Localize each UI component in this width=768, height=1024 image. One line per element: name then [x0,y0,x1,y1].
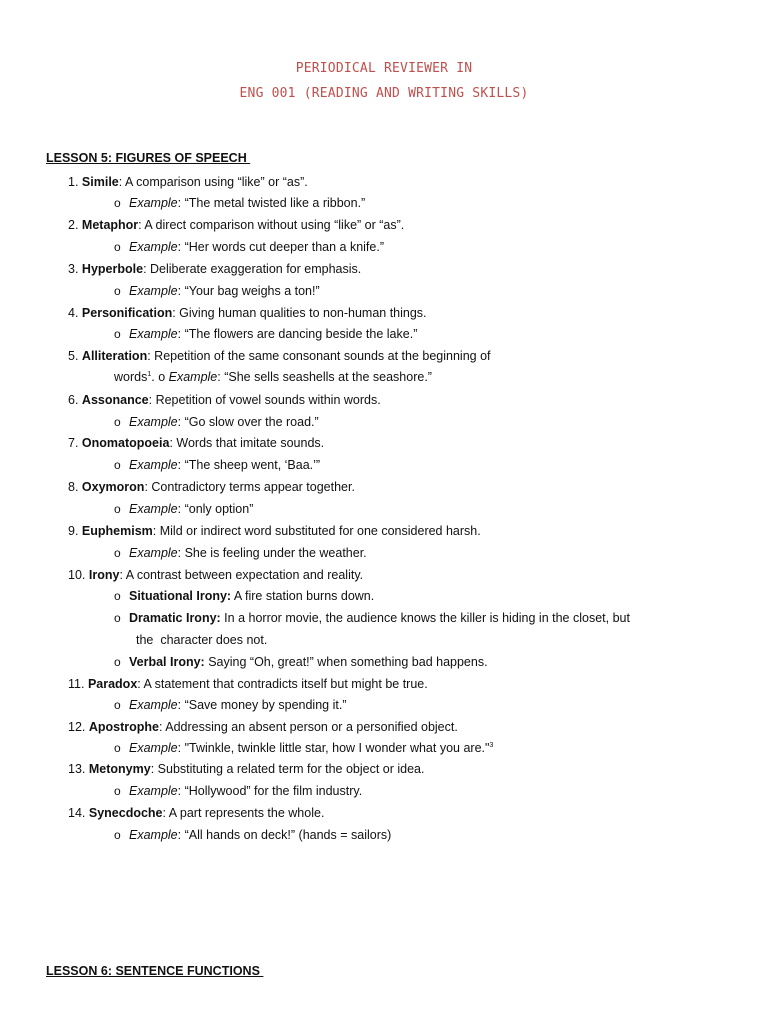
bullet-marker: o [114,611,121,625]
example-metaphor [114,240,384,254]
bullet-marker: o [114,589,121,603]
footnote-marker: 3 [489,742,494,749]
term-apostrophe: Apostrophe [88,720,160,734]
item-number: 11. [68,677,85,691]
example-label: Example [129,240,178,254]
term-euphemism: Euphemism [81,524,153,538]
term-oxymoron: Oxymoron [81,480,145,494]
example-hyperbole [114,284,320,298]
term-alliteration: Alliteration [81,349,148,363]
lesson6-heading: LESSON 6: SENTENCE FUNCTIONS [46,964,264,978]
list-item-irony [68,568,363,582]
example-label: Example [129,284,178,298]
example-text: : “The sheep went, ‘Baa.’” [177,458,321,472]
bullet-marker: o [114,741,121,755]
example-text: : “The flowers are dancing beside the lake.” [177,327,418,341]
list-item-synecdoche [68,806,324,820]
example-label: Example [168,370,218,384]
reviewer-title-line1: PERIODICAL REVIEWER IN [295,61,473,76]
term-hyperbole: Hyperbole [81,262,144,276]
item-number: 5. [68,349,79,363]
sub-item-verbal-irony [114,655,488,669]
term-metaphor: Metaphor [81,218,139,232]
subterm-label: Situational Irony: [129,589,232,603]
item-number: 13. [68,762,86,776]
item-number: 10. [68,568,86,582]
term-definition: : Contradictory terms appear together. [144,480,355,494]
example-paradox [114,698,346,712]
bullet-marker: o [114,828,121,842]
example-euphemism [114,546,367,560]
term-definition: : A direct comparison without using “like” or “as”. [138,218,405,232]
term-definition: : A statement that contradicts itself but might be true. [137,677,428,691]
example-text: : “Hollywood” for the film industry. [177,784,363,798]
example-text: : “The metal twisted like a ribbon.” [177,196,366,210]
example-personification [114,327,417,341]
list-item-oxymoron [68,480,355,494]
term-paradox: Paradox [87,677,138,691]
bullet-marker: o [114,655,121,669]
example-label: Example [129,502,178,516]
example-text: : "Twinkle, twinkle little star, how I wonder what you are." [177,741,490,755]
example-label: Example [129,458,178,472]
list-item-apostrophe [68,720,458,734]
list-item-personification [68,306,427,320]
item-number: 2. [68,218,79,232]
example-text: : “Your bag weighs a ton!” [177,284,320,298]
term-definition: : Words that imitate sounds. [169,436,325,450]
example-simile [114,196,365,210]
item-number: 8. [68,480,79,494]
example-label: Example [129,546,178,560]
example-alliteration [114,370,432,384]
inline-separator: . o [151,370,169,384]
lesson5-heading: LESSON 5: FIGURES OF SPEECH [46,151,251,165]
example-text: : “only option” [177,502,254,516]
term-definition: : A contrast between expectation and reality. [119,568,364,582]
list-item-simile [68,175,308,189]
item-number: 14. [68,806,86,820]
term-definition: : Mild or indirect word substituted for one considered harsh. [152,524,481,538]
term-onomatopoeia: Onomatopoeia [81,436,170,450]
bullet-marker: o [114,784,121,798]
term-definition: : Repetition of the same consonant sounds at the beginning of [147,349,491,363]
bullet-marker: o [114,458,121,472]
example-onomatopoeia [114,458,320,472]
bullet-marker: o [114,284,121,298]
list-item-metaphor [68,218,404,232]
item-number: 9. [68,524,79,538]
subterm-label: Verbal Irony: [129,655,205,669]
term-irony: Irony [88,568,120,582]
term-metonymy: Metonymy [88,762,151,776]
example-label: Example [129,196,178,210]
term-definition: : Giving human qualities to non-human things. [172,306,427,320]
bullet-marker: o [114,240,121,254]
term-definition: : Deliberate exaggeration for emphasis. [143,262,362,276]
list-item-metonymy [68,762,424,776]
example-label: Example [129,327,178,341]
example-label: Example [129,784,178,798]
term-definition: : A part represents the whole. [162,806,325,820]
item-number: 4. [68,306,79,320]
term-definition: : Repetition of vowel sounds within words. [148,393,381,407]
term-definition: : A comparison using “like” or “as”. [118,175,308,189]
term-assonance: Assonance [81,393,149,407]
list-item-euphemism [68,524,481,538]
example-text: : “Save money by spending it.” [177,698,347,712]
bullet-marker: o [114,546,121,560]
bullet-marker: o [114,327,121,341]
bullet-marker: o [114,698,121,712]
term-definition: : Addressing an absent person or a personified object. [159,720,458,734]
term-simile: Simile [81,175,119,189]
subterm-text: Saying “Oh, great!” when something bad happens. [204,655,488,669]
footnote-marker: 1 [147,371,152,378]
list-item-alliteration [68,349,491,363]
list-item-paradox [68,677,428,691]
example-oxymoron [114,502,253,516]
example-text: : “Go slow over the road.” [177,415,319,429]
example-label: Example [129,698,178,712]
bullet-marker: o [114,196,121,210]
bullet-marker: o [114,502,121,516]
sub-item-dramatic-irony [114,611,630,625]
subterm-text: In a horror movie, the audience knows the killer is hiding in the closet, but [220,611,630,625]
item-number: 3. [68,262,79,276]
list-item-hyperbole [68,262,361,276]
example-assonance [114,415,319,429]
example-text: : “Her words cut deeper than a knife.” [177,240,384,254]
subterm-label: Dramatic Irony: [129,611,221,625]
example-metonymy [114,784,362,798]
item-number: 12. [68,720,86,734]
example-apostrophe [114,741,493,755]
example-text: : “She sells seashells at the seashore.” [217,370,432,384]
reviewer-title-line2: ENG 001 (READING AND WRITING SKILLS) [239,86,529,101]
sub-item-situational-irony [114,589,374,603]
bullet-marker: o [114,415,121,429]
list-item-onomatopoeia [68,436,324,450]
example-text: : She is feeling under the weather. [177,546,367,560]
example-label: Example [129,415,178,429]
example-synecdoche [114,828,391,842]
term-definition: : Substituting a related term for the object or idea. [150,762,425,776]
definition-continuation: words [114,370,148,384]
example-label: Example [129,741,178,755]
item-number: 6. [68,393,79,407]
term-personification: Personification [81,306,173,320]
item-number: 1. [68,175,79,189]
term-synecdoche: Synecdoche [88,806,163,820]
subterm-text: A fire station burns down. [231,589,375,603]
sub-item-continuation: the character does not. [136,633,268,647]
example-label: Example [129,828,178,842]
list-item-assonance [68,393,381,407]
item-number: 7. [68,436,79,450]
example-text: : “All hands on deck!” (hands = sailors) [177,828,392,842]
